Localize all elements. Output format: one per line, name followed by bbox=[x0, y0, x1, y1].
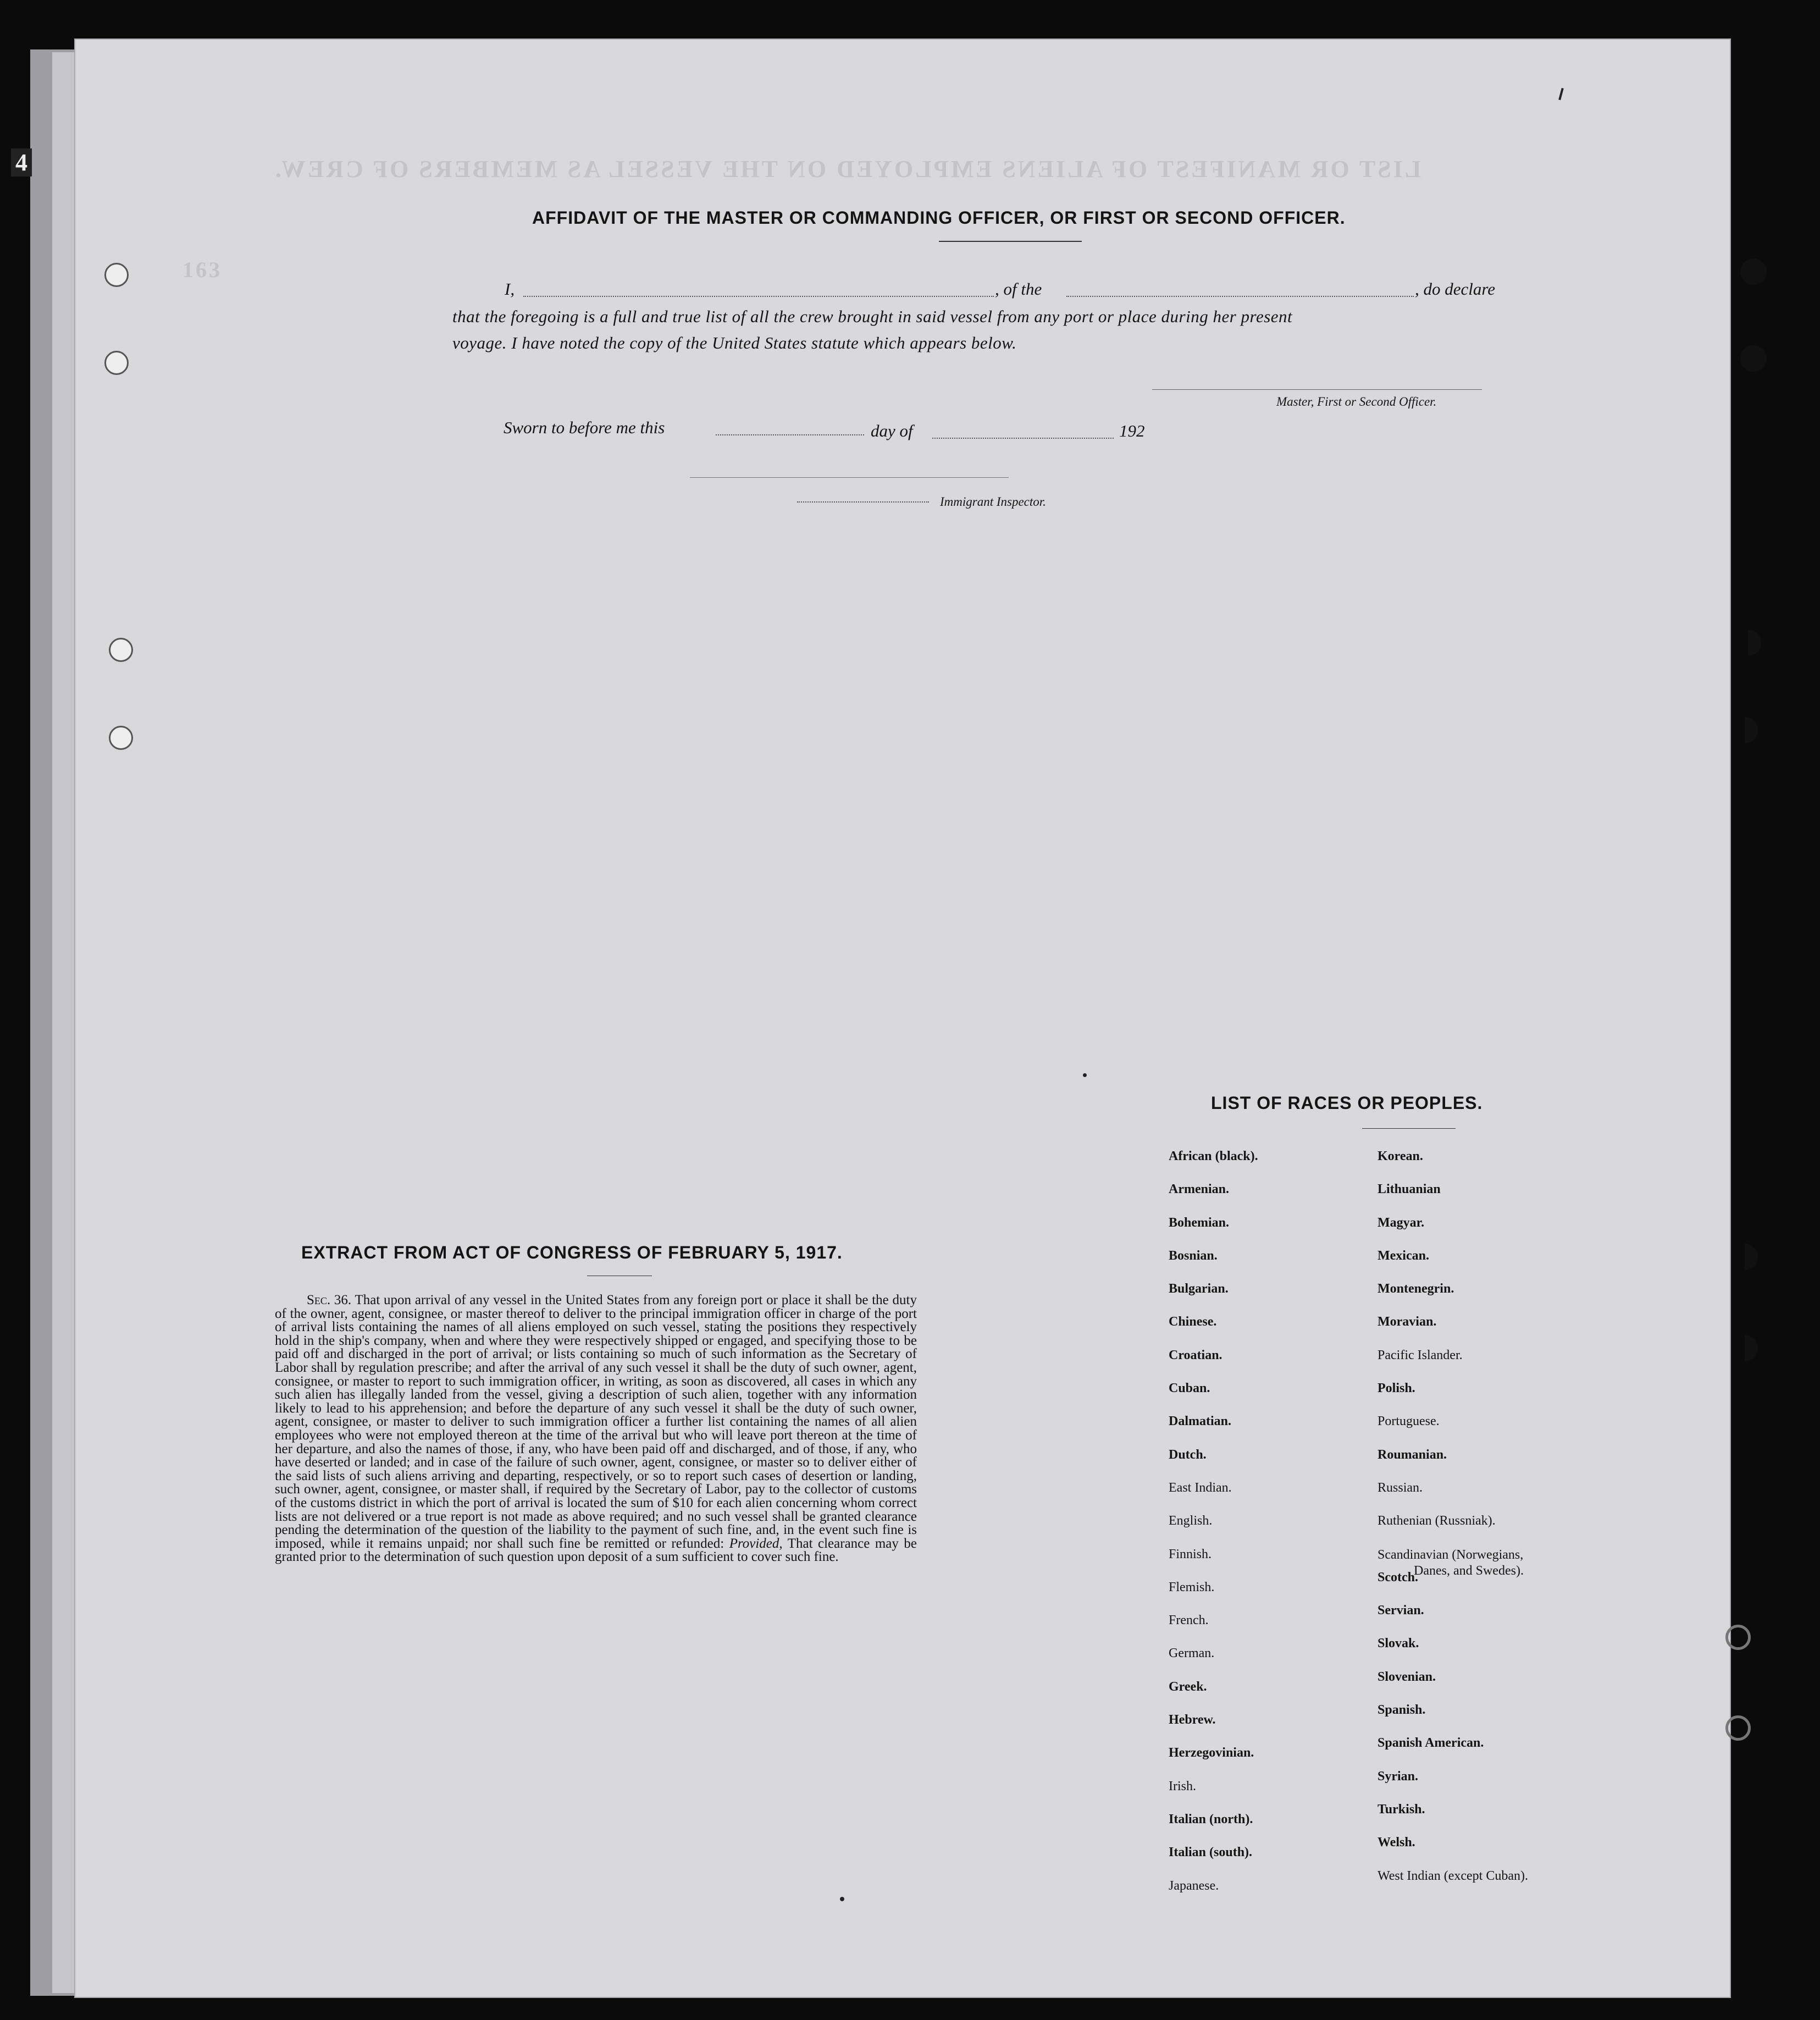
punch-hole bbox=[1740, 258, 1767, 285]
race-item: Hebrew. bbox=[1169, 1713, 1216, 1728]
race-item: Italian (south). bbox=[1169, 1845, 1253, 1860]
race-item: Bosnian. bbox=[1169, 1248, 1218, 1263]
race-item: Irish. bbox=[1169, 1779, 1196, 1793]
race-item: African (black). bbox=[1169, 1149, 1258, 1163]
race-item: Servian. bbox=[1378, 1603, 1424, 1618]
race-item: Montenegrin. bbox=[1378, 1282, 1454, 1296]
affidavit-do-declare-label: , do declare bbox=[1415, 279, 1496, 299]
race-item: Spanish. bbox=[1378, 1703, 1426, 1718]
punch-hole bbox=[1732, 717, 1758, 743]
race-item: Lithuanian bbox=[1378, 1182, 1441, 1197]
ink-speck bbox=[1083, 1073, 1087, 1077]
punch-hole bbox=[1732, 1244, 1758, 1270]
race-item: Moravian. bbox=[1378, 1315, 1437, 1329]
punch-hole bbox=[1725, 1625, 1751, 1650]
race-item: Flemish. bbox=[1169, 1580, 1215, 1594]
sworn-month-field[interactable] bbox=[932, 438, 1114, 439]
edge-hole bbox=[104, 263, 129, 287]
race-item: Portuguese. bbox=[1378, 1414, 1440, 1429]
page-number-tab: 4 bbox=[11, 148, 32, 176]
race-item: Syrian. bbox=[1378, 1769, 1419, 1784]
inspector-caption: Immigrant Inspector. bbox=[940, 495, 1046, 509]
race-item: Turkish. bbox=[1378, 1802, 1425, 1817]
race-item: Polish. bbox=[1378, 1381, 1415, 1396]
race-item: Greek. bbox=[1169, 1679, 1207, 1694]
race-item: Chinese. bbox=[1169, 1315, 1217, 1329]
race-item: Ruthenian (Russniak). bbox=[1378, 1514, 1496, 1528]
race-item: Dutch. bbox=[1169, 1447, 1207, 1462]
day-of-label: day of bbox=[871, 421, 913, 440]
race-item: Armenian. bbox=[1169, 1182, 1229, 1197]
punch-hole bbox=[1725, 1715, 1751, 1741]
race-item-line: Scandinavian (Norwegians, bbox=[1378, 1547, 1524, 1562]
title-rule bbox=[939, 241, 1082, 242]
race-item: Slovenian. bbox=[1378, 1669, 1436, 1684]
affidavit-of-the-label: , of the bbox=[995, 279, 1042, 299]
ink-speck bbox=[840, 1897, 844, 1901]
race-item: West Indian (except Cuban). bbox=[1378, 1868, 1528, 1883]
sworn-label: Sworn to before me this bbox=[504, 418, 665, 437]
race-item: Pacific Islander. bbox=[1378, 1348, 1463, 1362]
race-item-line: Danes, and Swedes). bbox=[1414, 1563, 1524, 1578]
underlying-page-edge bbox=[52, 52, 74, 1993]
extract-provided-tail: That clearance may be granted prior to the determination of such question upon deposit of a sum sufficient to cover such fine. bbox=[275, 1536, 917, 1565]
race-item: English. bbox=[1169, 1514, 1213, 1528]
punch-hole bbox=[1740, 345, 1767, 372]
race-item: German. bbox=[1169, 1646, 1215, 1661]
race-item: Croatian. bbox=[1169, 1348, 1222, 1362]
race-item: Italian (north). bbox=[1169, 1812, 1253, 1826]
race-item: Welsh. bbox=[1378, 1835, 1415, 1850]
vessel-name-field[interactable] bbox=[1066, 296, 1414, 297]
master-name-field[interactable] bbox=[523, 296, 994, 297]
extract-title: EXTRACT FROM ACT OF CONGRESS OF FEBRUARY 5, 1917. bbox=[301, 1243, 843, 1262]
margin-stamp-number: 163 bbox=[182, 257, 222, 282]
race-item: East Indian. bbox=[1169, 1480, 1232, 1495]
affidavit-line-2: voyage. I have noted the copy of the United States statute which appears below. bbox=[452, 333, 1017, 352]
edge-hole bbox=[109, 638, 133, 662]
edge-hole bbox=[109, 726, 133, 750]
race-item: Roumanian. bbox=[1378, 1447, 1447, 1462]
year-prefix-label: 192 bbox=[1119, 421, 1145, 440]
affidavit-line-1: that the foregoing is a full and true list of all the crew brought in said vessel from any port or place during her present bbox=[452, 307, 1293, 326]
race-item: Bohemian. bbox=[1169, 1215, 1230, 1230]
affidavit-title: AFFIDAVIT OF THE MASTER OR COMMANDING OFFICER, OR FIRST OR SECOND OFFICER. bbox=[532, 208, 1346, 228]
race-item: Magyar. bbox=[1378, 1215, 1425, 1230]
race-item: Mexican. bbox=[1378, 1248, 1429, 1263]
race-item: Herzegovinian. bbox=[1169, 1746, 1254, 1760]
races-left-column bbox=[1169, 1149, 1258, 1912]
provided-word: Provided, bbox=[729, 1536, 783, 1551]
punch-hole bbox=[1735, 630, 1761, 656]
race-item: Bulgarian. bbox=[1169, 1282, 1229, 1296]
extract-body bbox=[275, 1294, 917, 1564]
race-item: Slovak. bbox=[1378, 1636, 1419, 1651]
master-signature-caption: Master, First or Second Officer. bbox=[1276, 395, 1437, 409]
race-item: Korean. bbox=[1378, 1149, 1423, 1163]
race-item: Russian. bbox=[1378, 1480, 1423, 1495]
race-item: Scotch. bbox=[1378, 1570, 1418, 1585]
race-item: Finnish. bbox=[1169, 1547, 1212, 1561]
races-right-column bbox=[1378, 1149, 1528, 1902]
races-title: LIST OF RACES OR PEOPLES. bbox=[1211, 1093, 1483, 1113]
race-item: Japanese. bbox=[1169, 1878, 1219, 1893]
punch-hole bbox=[1732, 1335, 1758, 1361]
race-item: Cuban. bbox=[1169, 1381, 1210, 1396]
edge-hole bbox=[104, 351, 129, 375]
extract-body-text: That upon arrival of any vessel in the United States from any foreign port or place it shall be the duty of the owner, agent, consignee, or master thereof to deliver to the principal immigration officer in charge of the port of arrival lists containing the names of all aliens employed on such vessel, stating the positions they respectively hold in the ship's company, when and where they were respectively shipped or engaged, and specifying those to be paid off and discharged in the port of arrival; or lists containing so much of such information as the Secretary of Labor shall by regulation prescribe; and after the arrival of any such vessel it shall be the duty of such owner, agent, consignee, or master to report to such immigration officer, in writing, as soon as discovered, all cases in which any such alien has illegally landed from the vessel, giving a description of such alien, together with any information likely to lead to his apprehension; and before the departure of any such vessel it shall be the duty of such owner, agent, consignee, or master to deliver to such immigration officer a further list containing the names of all alien employees who were not employed thereon at the time of the arrival but who will leave port thereon at the time of her departure, and also the names of those, if any, who have been paid off and discharged, and of those, if any, who have deserted or landed; and in case of the failure of such owner, agent, consignee, or master so to deliver either of the said lists of such aliens arriving and departing, respectively, or so to report such cases of desertion or landing, such owner, agent, consignee, or master shall, if required by the Secretary of Labor, pay to the collector of customs of the customs district in which the port of arrival is located the sum of $10 for each alien concerning whom correct lists are not delivered or a true report is not made as above required; and no such vessel shall be granted clearance pending the determination of the question of the liability to the payment of such fine, and, in the event such fine is imposed, while it remains unpaid; nor shall such fine be remitted or refunded: bbox=[275, 1293, 917, 1551]
inspector-signature-field[interactable] bbox=[797, 501, 929, 503]
bleed-through-header: LIST OR MANIFEST OF ALIENS EMPLOYED ON THE VESSEL AS MEMBERS OF CREW. bbox=[273, 156, 1421, 183]
affidavit-i-label: I, bbox=[505, 279, 515, 299]
race-item: French. bbox=[1169, 1613, 1209, 1628]
master-signature-line[interactable] bbox=[1152, 389, 1482, 390]
race-item: Spanish American. bbox=[1378, 1736, 1484, 1751]
section-label: Sec. 36. bbox=[307, 1293, 352, 1307]
races-title-rule bbox=[1362, 1128, 1456, 1129]
sworn-day-field[interactable] bbox=[716, 434, 864, 435]
inspector-seal-line bbox=[690, 477, 1009, 478]
race-item: Dalmatian. bbox=[1169, 1414, 1231, 1429]
